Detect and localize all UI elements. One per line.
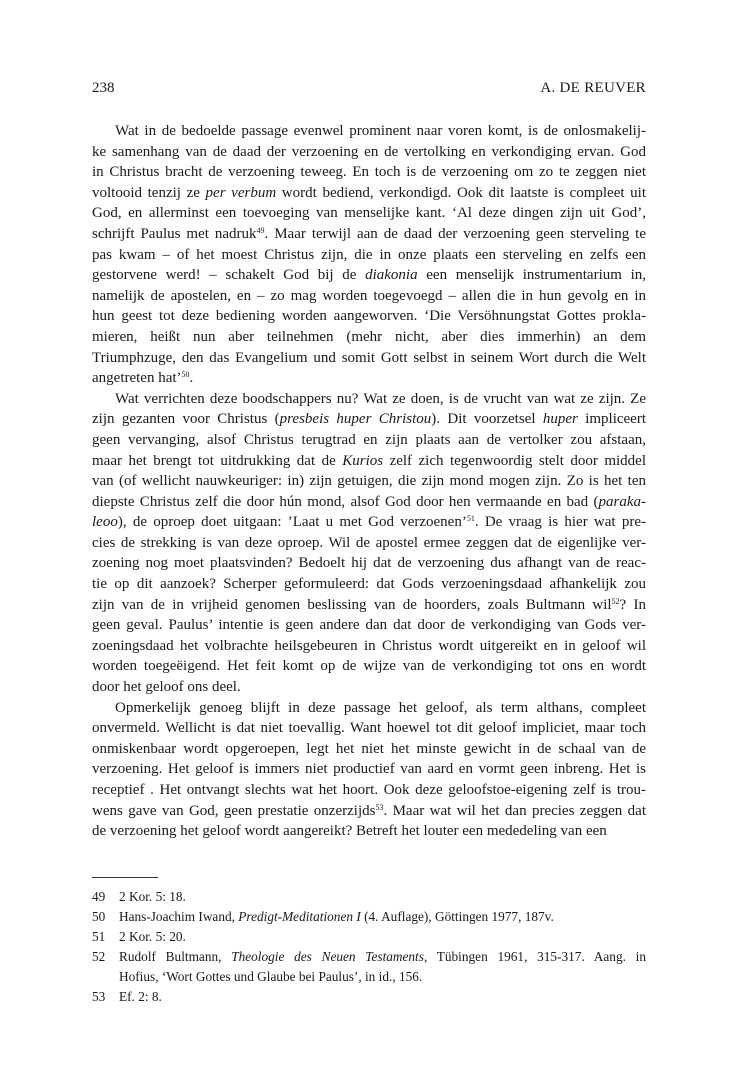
text-run: (4. Auflage), Göttingen 1977, 187v. bbox=[360, 909, 554, 924]
paragraph bbox=[92, 121, 646, 389]
running-head-author: A. DE REUVER bbox=[540, 80, 646, 96]
text-run: de verzoening het geloof wordt aangereikt? Betreft het louter een mededeling van een bbox=[92, 823, 607, 840]
text-run: Hofius, ‘Wort Gottes und Glaube bei Paulus’, in id., 156. bbox=[119, 969, 423, 984]
text-line bbox=[92, 265, 646, 286]
paragraph bbox=[92, 389, 646, 698]
text-run: 2 Kor. 5: 18. bbox=[119, 889, 186, 904]
text-run: . Maar wat wil het dan precies zeggen dat bbox=[383, 802, 646, 819]
text-run: in Christus bracht de verzoening teweeg. En toch is de verzoening om zo te zeggen niet bbox=[92, 164, 646, 181]
italic-text: diakonia bbox=[365, 267, 418, 284]
text-line bbox=[92, 492, 646, 513]
text-run: schrijft Paulus met nadruk bbox=[92, 225, 257, 242]
page-number: 238 bbox=[92, 80, 115, 96]
footnote-line bbox=[119, 907, 646, 927]
text-run: cies de strekking is van deze oproep. Wil de apostel ermee zeggen dat de eigenlijke ver- bbox=[92, 534, 646, 551]
text-run: Triumphzuge, den das Evangelium und somit Gott selbst in seinem Wort durch die Welt bbox=[92, 349, 646, 366]
text-line bbox=[92, 245, 646, 266]
text-run: gestorvene werd! – schakelt God bij de bbox=[92, 267, 366, 284]
text-run: maar het brengt tot uitdrukking dat de bbox=[92, 452, 343, 469]
footnote bbox=[92, 987, 646, 1007]
text-run: 2 Kor. 5: 20. bbox=[119, 929, 186, 944]
text-run: ). Dit voorzetsel bbox=[431, 411, 543, 428]
text-run: . De vraag is hier wat pre- bbox=[474, 514, 646, 531]
text-run: worden toegeëigend. Het feit komt op de wijze van de verkondiging tot ons en wordt bbox=[92, 658, 646, 675]
text-run: Rudolf Bultmann, bbox=[119, 949, 232, 964]
text-line bbox=[92, 739, 646, 760]
text-run: Opmerkelijk genoeg blijft in deze passage het geloof, als term althans, compleet bbox=[115, 699, 646, 716]
text-run: God, en allerminst een toevoeging van menselijke kant. ‘Al deze dingen zijn uit God’, bbox=[92, 205, 646, 222]
text-line bbox=[92, 677, 646, 698]
text-line bbox=[92, 512, 646, 533]
text-line bbox=[92, 203, 646, 224]
footnote-line bbox=[119, 947, 646, 967]
text-line bbox=[92, 759, 646, 780]
footnote-line bbox=[119, 987, 646, 1007]
text-line bbox=[92, 286, 646, 307]
footnotes bbox=[92, 887, 646, 1007]
text-run: Wat verrichten deze boodschappers nu? Wat ze doen, is de vrucht van wat ze zijn. Ze bbox=[115, 390, 646, 407]
text-line bbox=[92, 780, 646, 801]
footnote-ref: 53 bbox=[375, 802, 384, 812]
text-line bbox=[92, 183, 646, 204]
text-run: verzoening. Het geloof is immers niet productief van aard en vormt geen inbreng. Het is bbox=[92, 761, 646, 778]
text-run: namelijk de apostelen, en – zo mag worden toegevoegd – allen die in hun gevolg en in bbox=[92, 287, 646, 304]
text-line bbox=[92, 718, 646, 739]
footnote-line bbox=[119, 967, 646, 987]
footnote-number: 53 bbox=[92, 989, 106, 1004]
text-line bbox=[92, 801, 646, 822]
footnote-ref: 52 bbox=[611, 596, 620, 606]
text-run: door het geloof ons deel. bbox=[92, 679, 241, 696]
text-run: pas kwam – of het moest Christus zijn, die in onze plaats een sterveling en zelfs een bbox=[92, 246, 646, 263]
paragraph bbox=[92, 698, 646, 842]
italic-text: Predigt-Meditationen I bbox=[238, 909, 361, 924]
text-run: voltooid tenzij ze bbox=[92, 184, 206, 201]
text-run: . bbox=[189, 370, 194, 387]
text-run: een menselijk instrumentarium in, bbox=[417, 267, 646, 284]
text-line bbox=[92, 451, 646, 472]
italic-text: paraka- bbox=[598, 493, 646, 510]
text-line bbox=[92, 224, 646, 245]
text-line bbox=[92, 471, 646, 492]
text-run: Ef. 2: 8. bbox=[119, 989, 162, 1004]
footnote bbox=[92, 927, 646, 947]
text-line bbox=[92, 409, 646, 430]
text-line bbox=[92, 327, 646, 348]
text-line bbox=[92, 121, 646, 142]
body-text bbox=[92, 121, 646, 842]
italic-text: presbeis huper Christou bbox=[279, 411, 432, 428]
text-run: hun geest tot deze bediening worden aangeworven. ‘Die Versöhnungstat Gottes prokla- bbox=[92, 308, 646, 325]
text-line bbox=[92, 368, 646, 389]
text-run: diepste Christus zelf die door hún mond, alsof God door hen vermaande en bad ( bbox=[92, 493, 599, 510]
text-run: mieren, heißt nun aber teilnehmen (mehr nicht, aber dies immerhin) an dem bbox=[92, 328, 646, 345]
text-run: ), de oproep doet uitgaan: ’Laat u met God verzoenen’ bbox=[117, 514, 467, 531]
text-run: , Tübingen 1961, 315-317. Aang. in bbox=[423, 949, 646, 964]
text-line bbox=[92, 553, 646, 574]
text-run: onvermeld. Wellicht is dat niet toevallig. Want hoewel tot dit geloof impliciet, maar toch bbox=[92, 720, 646, 737]
italic-text: Theologie des Neuen Testaments bbox=[231, 949, 424, 964]
footnote-number: 50 bbox=[92, 909, 106, 924]
text-line bbox=[92, 306, 646, 327]
text-run: tie op dit aanzoek? Scherper geformuleerd: dat Gods verzoeningsdaad afhankelijk zou bbox=[92, 576, 646, 593]
footnote-number: 49 bbox=[92, 889, 106, 904]
italic-text: leoo bbox=[92, 514, 118, 531]
text-run: ke samenhang van de daad der verzoening en de vertolking en verkondiging ervan. God bbox=[92, 143, 646, 160]
text-line bbox=[92, 574, 646, 595]
footnote-ref: 49 bbox=[256, 225, 265, 235]
text-run: zoening nog moet plaatsvinden? Bedoelt hij dat de verzoening dus afhangt van de reac- bbox=[92, 555, 646, 572]
text-run: ? In bbox=[619, 596, 646, 613]
text-line bbox=[92, 348, 646, 369]
text-line bbox=[92, 162, 646, 183]
text-run: receptief . Het ontvangt slechts wat het hoort. Ook deze geloofstoe-eigening zelf is trou- bbox=[92, 782, 646, 798]
text-line bbox=[92, 656, 646, 677]
text-run: geen geval. Paulus’ intentie is geen andere dan dat door de verkondiging van Gods ver- bbox=[92, 617, 646, 634]
footnote-line bbox=[119, 887, 646, 907]
italic-text: huper bbox=[542, 411, 578, 428]
footnote-ref: 50 bbox=[181, 370, 190, 380]
italic-text: per verbum bbox=[205, 184, 277, 201]
text-run: geen vervanging, alsof Christus terugtrad en zijn plaats aan de vertolker zou afstaan, bbox=[92, 431, 646, 448]
footnote-line bbox=[119, 927, 646, 947]
text-line bbox=[92, 615, 646, 636]
text-run: impliceert bbox=[577, 411, 647, 428]
text-run: zoeningsdaad het volbrachte heilsgebeuren in Christus wordt uitgereikt en in geloof wil bbox=[92, 637, 646, 654]
footnote-number: 52 bbox=[92, 949, 106, 964]
text-line bbox=[92, 698, 646, 719]
text-run: onmiskenbaar wordt opgeroepen, legt het niet het minste gewicht in de schaal van de bbox=[92, 740, 646, 757]
text-run: Wat in de bedoelde passage evenwel prominent naar voren komt, is de onlosmakelij- bbox=[115, 123, 646, 139]
footnote bbox=[92, 887, 646, 907]
footnote bbox=[92, 947, 646, 987]
text-run: . Maar terwijl aan de daad der verzoening geen sterveling te bbox=[264, 225, 647, 242]
text-run: zijn van de in vrijheid genomen beslissing van de hoorders, zoals Bultmann wil bbox=[92, 596, 612, 613]
text-run: Hans-Joachim Iwand, bbox=[119, 909, 239, 924]
text-run: van (of wellicht nauwkeuriger: in) zijn getuigen, die zijn mond mogen zijn. Zo is het ten bbox=[92, 473, 646, 490]
text-run: wens gave van God, geen prestatie onzerzijds bbox=[92, 802, 376, 819]
footnote-ref: 51 bbox=[466, 514, 475, 524]
text-line bbox=[92, 595, 646, 616]
text-run: zijn gezanten voor Christus ( bbox=[92, 411, 280, 428]
footnote-separator bbox=[92, 877, 158, 878]
text-line bbox=[92, 636, 646, 657]
text-line bbox=[92, 389, 646, 410]
text-line bbox=[92, 430, 646, 451]
italic-text: Kurios bbox=[342, 452, 384, 469]
text-line bbox=[92, 821, 646, 842]
footnote-number: 51 bbox=[92, 929, 106, 944]
text-line bbox=[92, 533, 646, 554]
text-line bbox=[92, 142, 646, 163]
text-run: angetreten hat’ bbox=[92, 370, 182, 387]
text-run: zelf zich tegenwoordig stelt door middel bbox=[383, 452, 646, 469]
text-run: wordt bediend, verkondigd. Ook dit laatste is compleet uit bbox=[276, 184, 646, 201]
footnote bbox=[92, 907, 646, 927]
